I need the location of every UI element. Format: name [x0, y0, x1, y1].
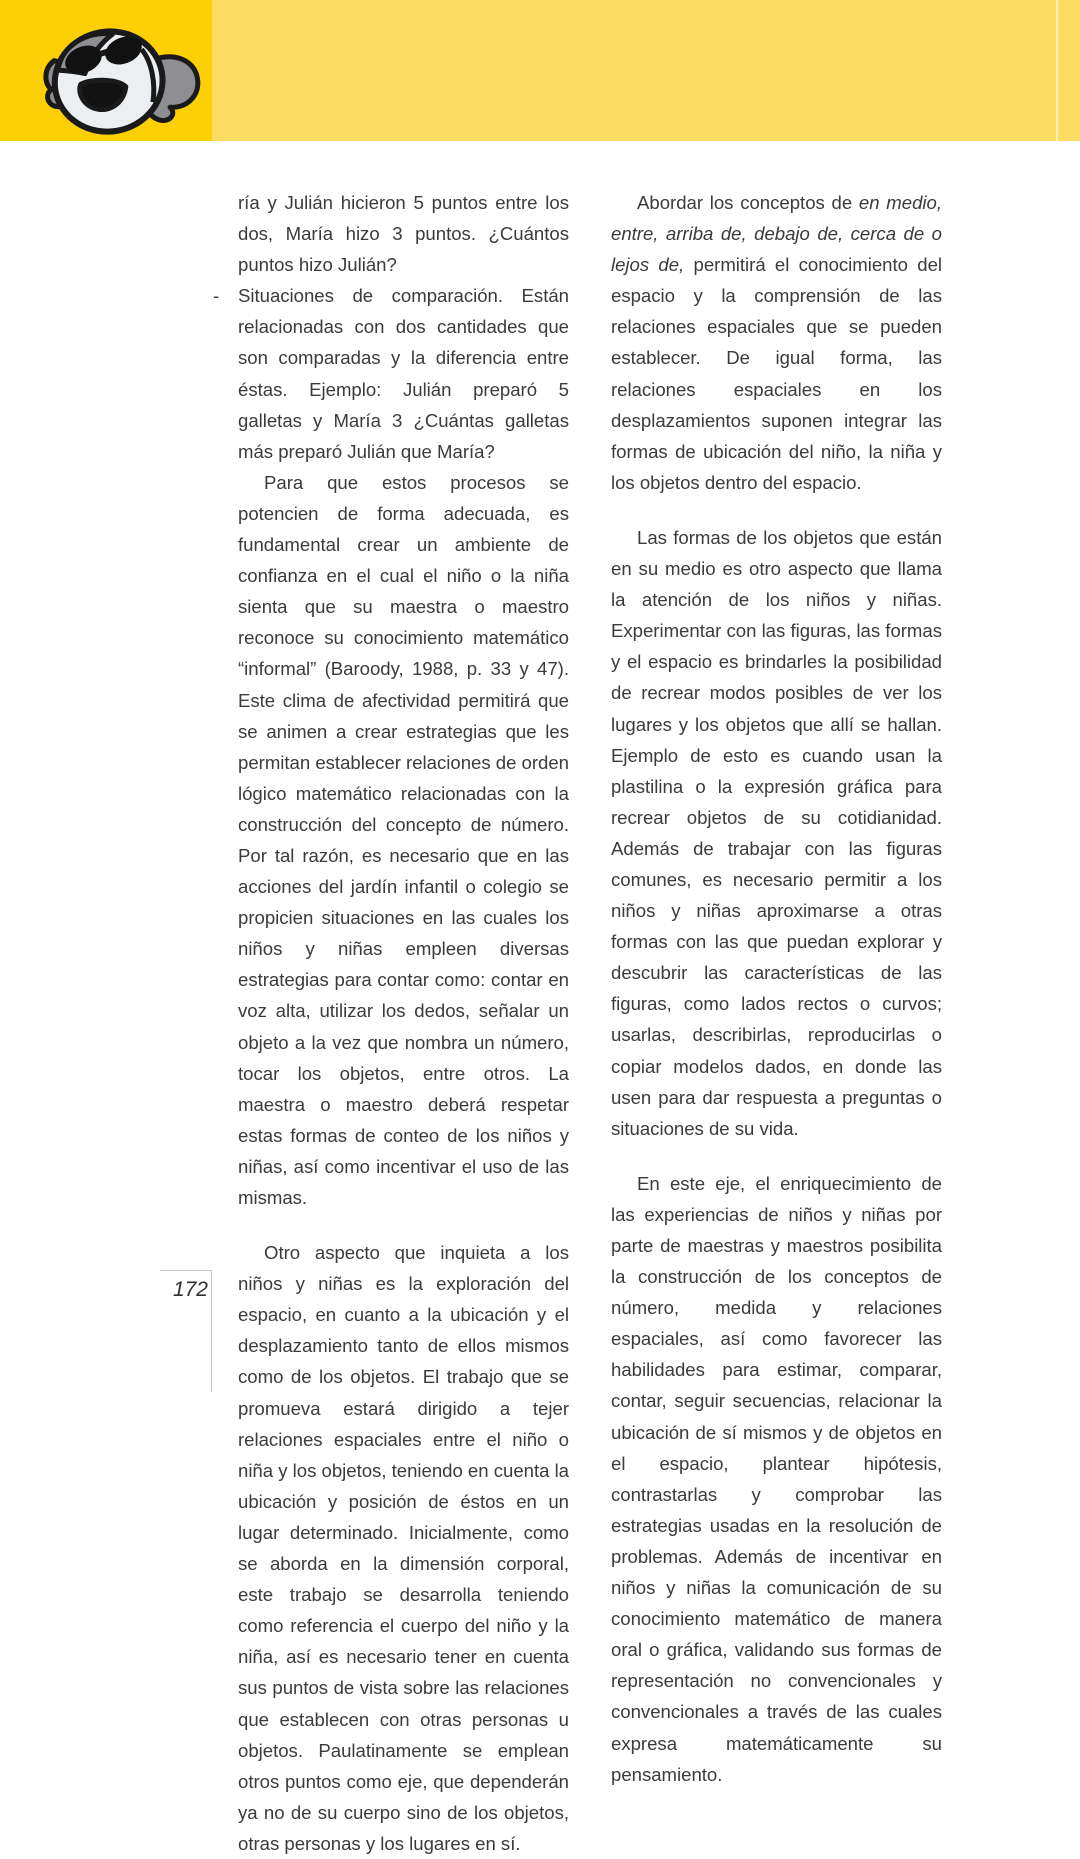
run-italic-spatial-concepts: en medio, entre, arriba de, debajo de, cerca de o lejos de, [611, 192, 942, 276]
page-header-band [0, 0, 1080, 141]
run-text: Abordar los conceptos de [637, 192, 859, 213]
paragraph: Para que estos procesos se potencien de forma adecuada, es fundamental crear un ambiente de confianza en el cual el niño o la niña sienta que su maestra o maestro reconoce su conocimiento matemático “informal” (Baroody, 1988, p. 33 y 47). Este clima de afectividad permitirá que se animen a crear estrategias que les permitan establecer relaciones de orden lógico matemático relacionadas con la construcción del concepto de número. Por tal razón, es necesario que en las acciones del jardín infantil o colegio se propicien situaciones en las cuales los niños y niñas empleen diversas estrategias para contar como: contar en voz alta, utilizar los dedos, señalar un objeto a la vez que nombra un número, tocar los objetos, entre otros. La maestra o maestro deberá respetar estas formas de conteo de los niños y niñas, así como incentivar el uso de las mismas. [238, 471, 570, 1208]
paragraph: Otro aspecto que inquieta a los niños y niñas es la exploración del espacio, en cuanto a la ubicación y el desplazamiento tanto de ellos mismos como de los objetos. El trabajo que se promueva estará dirigido a tejer relaciones espaciales entre el niño o niña y los objetos, teniendo en cuenta la ubicación y posición de éstos en un lugar determinado. Inicialmente, como se aborda en la dimensión corporal, este trabajo se desarrolla teniendo como referencia el cuerpo del niño y la niña, así es necesario tener en cuenta sus puntos de vista sobre las relaciones que establecen con otras personas u objetos. Paulatinamente se emplean otros puntos como eje, que dependerán ya no de su cuerpo sino de los objetos, otras personas y los lugares en sí. [238, 1242, 570, 1854]
folio-horizontal-rule [160, 1270, 212, 1271]
header-vertical-rule [1056, 0, 1058, 141]
page-number: 172 [172, 1278, 208, 1301]
paragraph: En este eje, el enriquecimiento de las experiencias de niños y niñas por parte de maestras y maestros posibilita la construcción de los conceptos de número, medida y relaciones espaciales, así como favorecer las habilidades para estimar, comparar, contar, seguir secuencias, relacionar la ubicación de sí mismos y de objetos en el espacio, plantear hipótesis, contrastarlas y comprobar las estrategias usadas en la resolución de problemas. Además de incentivar en niños y niñas la comunicación de su conocimiento matemático de manera oral o gráfica, validando sus formas de representación no convencionales y convencionales a través de las cuales expresa matemáticamente su pensamiento. [611, 1172, 942, 1785]
list-item-label: Situaciones de comparación. Están relacionadas con dos cantidades que son comparadas y la diferencia entre éstas. Ejemplo: Julián preparó 5 galletas y María 3 ¿Cuántas galletas más preparó Julián que María? [238, 285, 569, 462]
text-column-left [213, 187, 570, 1859]
text-column-right [611, 187, 942, 1790]
list-item [213, 280, 569, 467]
mascot-face-with-sunglasses-icon [24, 16, 210, 138]
paragraph-with-italics [611, 187, 942, 498]
run-text: permitirá el conocimiento del espacio y la comprensión de las relaciones espaciales que se pueden establecer. De igual forma, las relaciones espaciales en los desplazamientos suponen integrar las formas de ubicación del niño, la niña y los objetos dentro del espacio. [611, 254, 942, 493]
folio-vertical-rule [211, 1270, 212, 1392]
list-item-dash: - [213, 285, 220, 307]
paragraph: ría y Julián hicieron 5 puntos entre los dos, María hizo 3 puntos. ¿Cuántos puntos hizo Julián? [238, 192, 569, 276]
paragraph: Las formas de los objetos que están en su medio es otro aspecto que llama la atención de los niños y niñas. Experimentar con las figuras, las formas y el espacio es brindarles la posibilidad de recrear modos posibles de ver los lugares y los objetos que allí se hallan. Ejemplo de esto es cuando usan la plastilina o la expresión gráfica para recrear objetos de su cotidianidad. Además de trabajar con las figuras comunes, es necesario permitir a los niños y niñas aproximarse a otras formas con las que puedan explorar y descubrir las características de las figuras, como lados rectos o curvos; usarlas, describirlas, reproducirlas o copiar modelos dados, en donde las usen para dar respuesta a preguntas o situaciones de su vida. [611, 526, 942, 1139]
